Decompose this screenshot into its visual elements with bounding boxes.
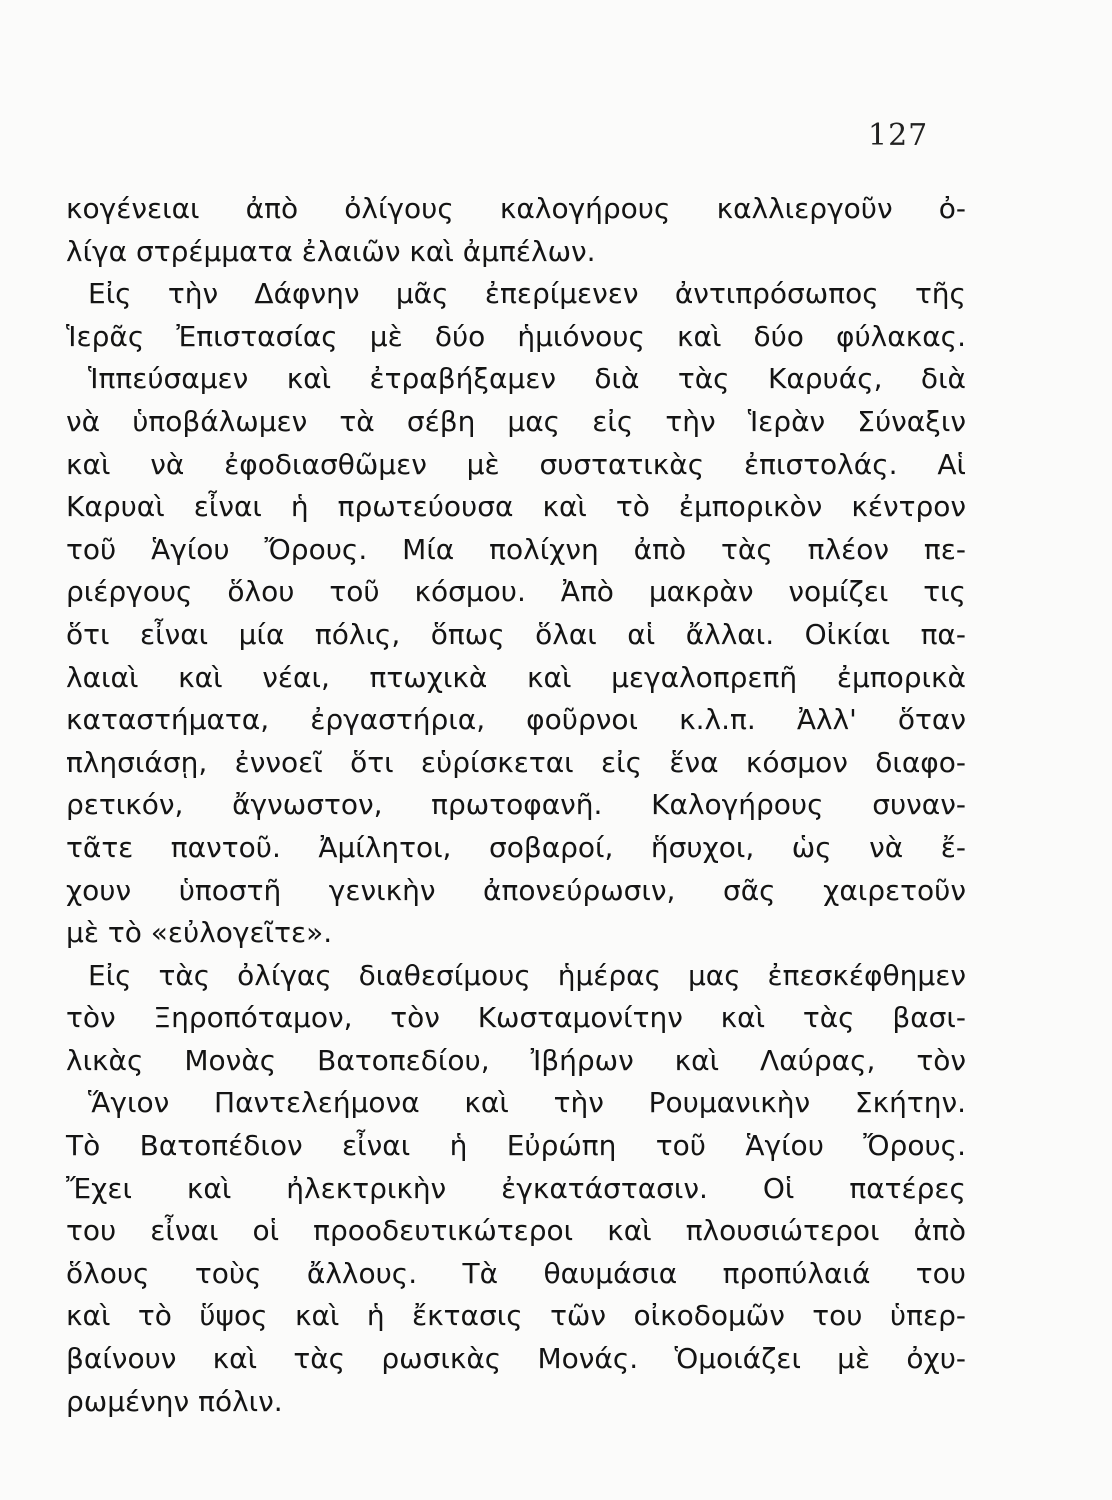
text-line: ὅλους τοὺς ἄλλους. Τὰ θαυμάσια προπύλαιά του <box>66 1256 966 1290</box>
text-line: Ἱππεύσαμεν καὶ ἐτραβήξαμεν διὰ τὰς Καρυάς, διὰ <box>88 362 966 396</box>
text-line: λικὰς Μονὰς Βατοπεδίου, Ἰβήρων καὶ Λαύρας, τὸν <box>66 1043 966 1077</box>
text-line: τᾶτε παντοῦ. Ἀμίλητοι, σοβαροί, ἥσυχοι, ὡς νὰ ἔ- <box>66 830 966 864</box>
paragraph-start-line: Εἰς τὰς ὀλίγας διαθεσίμους ἡμέρας μας ἐπεσκέφθημεν <box>88 958 966 992</box>
text-line: ρετικόν, ἄγνωστον, πρωτοφανῆ. Καλογήρους συναν- <box>66 788 966 822</box>
text-line: καταστήματα, ἐργαστήρια, φοῦρνοι κ.λ.π. Ἀλλ' ὅταν <box>66 703 966 737</box>
text-line: νὰ ὑποβάλωμεν τὰ σέβη μας εἰς τὴν Ἱερὰν Σύναξιν <box>66 404 966 438</box>
text-line: ριέργους ὅλου τοῦ κόσμου. Ἀπὸ μακρὰν νομίζει τις <box>66 575 966 609</box>
text-line: λαιαὶ καὶ νέαι, πτωχικὰ καὶ μεγαλοπρεπῆ ἐμπορικὰ <box>66 660 966 694</box>
text-line: του εἶναι οἱ προοδευτικώτεροι καὶ πλουσιώτεροι ἀπὸ <box>66 1214 966 1248</box>
text-line: καὶ τὸ ὕψος καὶ ἡ ἔκτασις τῶν οἰκοδομῶν του ὑπερ- <box>66 1299 966 1333</box>
text-line: χουν ὑποστῆ γενικὴν ἀπονεύρωσιν, σᾶς χαιρετοῦν <box>66 873 966 907</box>
text-line: ὅτι εἶναι μία πόλις, ὅπως ὅλαι αἱ ἄλλαι. Οἰκίαι πα- <box>66 617 966 651</box>
text-line: καὶ νὰ ἐφοδιασθῶμεν μὲ συστατικὰς ἐπιστολάς. Αἱ <box>66 447 966 481</box>
text-line: Ἔχει καὶ ἠλεκτρικὴν ἐγκατάστασιν. Οἱ πατέρες <box>66 1171 966 1205</box>
page-number: 127 <box>868 118 929 153</box>
text-line: πλησιάσῃ, ἐννοεῖ ὅτι εὑρίσκεται εἰς ἕνα κόσμον διαφο- <box>66 745 966 779</box>
text-line: Καρυαὶ εἶναι ἡ πρωτεύουσα καὶ τὸ ἐμπορικὸν κέντρον <box>66 490 966 524</box>
text-line: κογένειαι ἀπὸ ὀλίγους καλογήρους καλλιεργοῦν ὀ- <box>66 192 966 225</box>
text-line: ρωμένην πόλιν. <box>66 1384 283 1418</box>
text-line: βαίνουν καὶ τὰς ρωσικὰς Μονάς. Ὁμοιάζει μὲ ὀχυ- <box>66 1342 966 1376</box>
text-line: Τὸ Βατοπέδιον εἶναι ἡ Εὐρώπη τοῦ Ἁγίου Ὄρους. <box>66 1129 966 1163</box>
text-line: τοῦ Ἁγίου Ὄρους. Μία πολίχνη ἀπὸ τὰς πλέον πε- <box>66 532 966 566</box>
text-line: λίγα στρέμματα ἐλαιῶν καὶ ἀμπέλων. <box>66 234 596 268</box>
text-line: Ἱερᾶς Ἐπιστασίας μὲ δύο ἡμιόνους καὶ δύο φύλακας. <box>66 319 966 353</box>
text-line: μὲ τὸ «εὐλογεῖτε». <box>66 916 333 950</box>
body-text <box>66 188 966 1423</box>
paragraph-start-line: Εἰς τὴν Δάφνην μᾶς ἐπερίμενεν ἀντιπρόσωπος τῆς <box>88 277 966 311</box>
text-line: τὸν Ξηροπόταμον, τὸν Κωσταμονίτην καὶ τὰς βασι- <box>66 1001 966 1035</box>
text-line: Ἅγιον Παντελεήμονα καὶ τὴν Ρουμανικὴν Σκήτην. <box>88 1086 966 1120</box>
